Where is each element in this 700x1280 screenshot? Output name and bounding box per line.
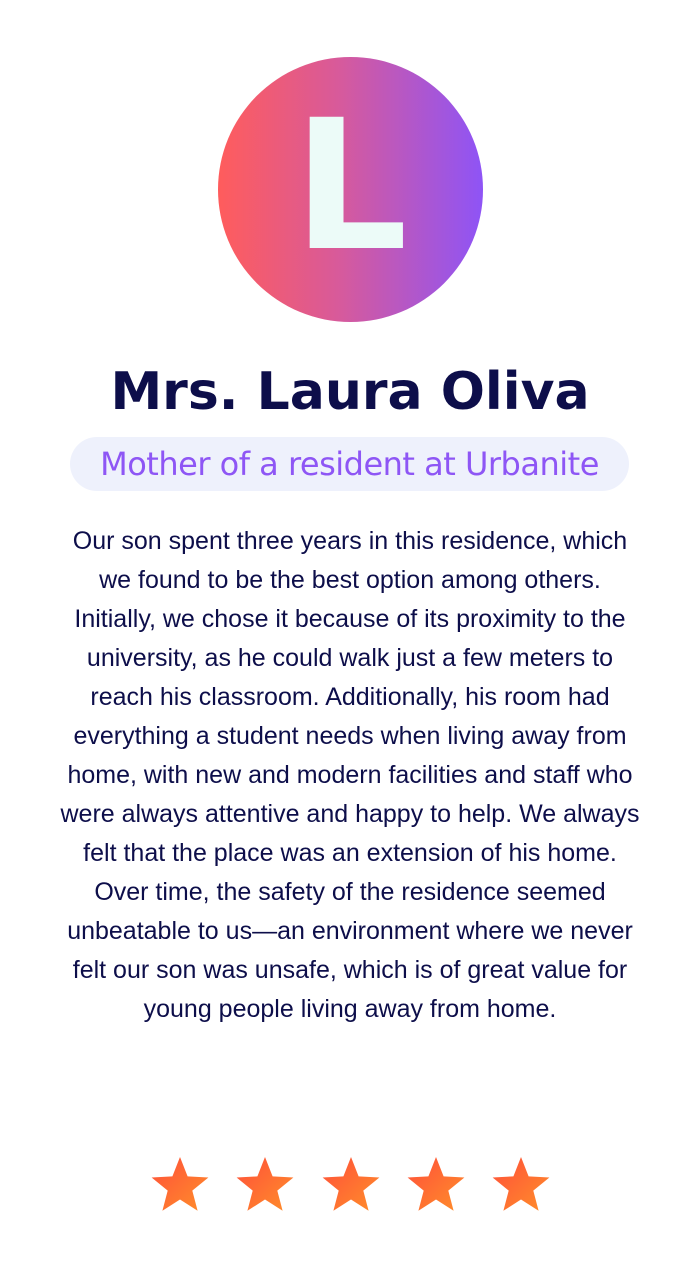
reviewer-name: Mrs. Laura Oliva <box>110 362 590 422</box>
star-icon <box>319 1153 383 1217</box>
reviewer-role: Mother of a resident at Urbanite <box>100 445 599 483</box>
star-icon <box>148 1153 212 1217</box>
star-icon <box>233 1153 297 1217</box>
star-icon <box>404 1153 468 1217</box>
star-rating <box>148 1153 553 1217</box>
avatar-initial: L <box>293 81 408 291</box>
testimonial-text: Our son spent three years in this residence, which we found to be the best option among others. Initially, we chose it because of its proximity to the university, as he could walk just a few meters to reach his classroom. Additionally, his room had everything a student needs when living away from home, with new and modern facilities and staff who were always attentive and happy to help. We always felt that the place was an extension of his home. Over time, the safety of the residence seemed unbeatable to us—an environment where we never felt our son was unsafe, which is of great value for young people living away from home. <box>60 527 640 1023</box>
role-badge <box>70 437 629 491</box>
avatar <box>218 57 483 322</box>
star-icon <box>489 1153 553 1217</box>
